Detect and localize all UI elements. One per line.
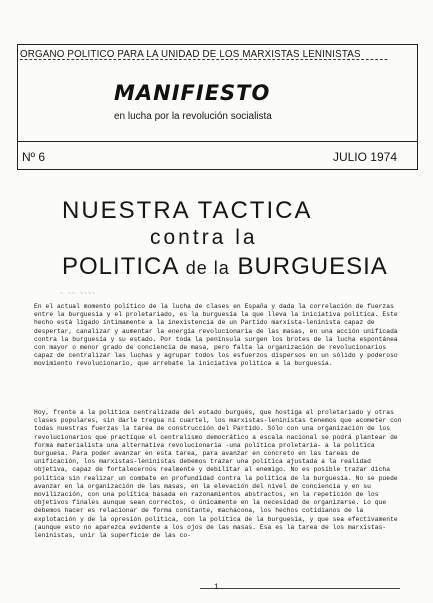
organ-line	[20, 48, 387, 60]
headline-politica: POLITICA	[62, 253, 179, 280]
footer-rule	[200, 588, 400, 589]
headline-line-1: NUESTRA TACTICA	[62, 197, 313, 224]
issue-bar	[17, 142, 418, 170]
headline-burguesia: BURGUESIA	[237, 253, 388, 280]
publication-subtitle: en lucha por la revolución socialista	[114, 111, 272, 122]
headline-de-la: de la	[185, 258, 230, 278]
organ-underline	[20, 59, 387, 61]
body-paragraph-1: En el actual momento político de la lucha de clases en España y dada la correlación de fuerzas entre la burguesía y el proletariado, es la burguesía la que lleva la iniciativa política. Este hecho está ligado íntimamente a la inexistencia de un Partido marxista-leninista capaz de despertar, canalizar y aumentar la energía revolucionaria de las masas, en una acción unificada contra la burguesía y su estado. Por toda la península surgen los brotes de la lucha espontánea con mayor o menor grado de conciencia de masa, pero falta la organización de revolucionarios capaz de centralizar las luchas y agrupar todos los esfuerzos dispersos en un sólido y poderoso movimiento revolucionario, que arrebate la iniciativa política a la burguesía.	[34, 303, 398, 368]
masthead	[17, 44, 418, 142]
body-paragraph-2: Hoy, frente a la política centralizada del estado burgués, que hostiga al proletariado y otras clases populares, sin darle tregua ni cuartel, los marxistas-leninistas tenemos que acometer con todas nuestras fuerzas la tarea de construcción del Partido. Sólo con una organización de los revolucionarios que practique el centralismo democrático a escala nacional se podrá plantear de forma materialista una alternativa revolucionaria -una política proletaria- a la política burguesa. Para poder avanzar en esta tarea, para avanzar en concreto en las tareas de unificación, los marxistas-leninistas debemos trazar una política ajustada a la realidad objetiva, capaz de fortalecernos realmente y debilitar al enemigo. No es posible trazar dicha política sin realizar un combate en profundidad contra la política de la burguesía. No se puede avanzar en la organización de las masas, en la elevación del nivel de conciencia y en su movilización, con una política basada en razonamientos abstractos, en la repetición de los objetivos finales aunque sean correctos, o únicamente en la necesidad de organizarse. Lo que debemos hacer es relacionar de forma constante, machacona, los hechos cotidianos de la explotación y de la opresión política, con la política de la burguesía, y que sea efectivamente (aunque esto no aparezca evidente a los ojos de las masas. Esa es la tarea de los marxistas-leninistas, unir la superficie de las co-	[34, 409, 402, 540]
publication-logo: MANIFIESTO	[114, 81, 271, 105]
headline-line-3	[62, 253, 388, 281]
organ-text: ORGANO POLITICO PARA LA UNIDAD DE LOS MARXISTAS LENINISTAS	[20, 48, 361, 60]
page-number: 1	[214, 583, 219, 592]
issue-number: Nº 6	[22, 150, 46, 164]
headline-line-2: contra la	[150, 226, 258, 249]
faint-mark: ~ ~~ ~~~~	[60, 291, 97, 297]
issue-date: JULIO 1974	[332, 150, 397, 164]
